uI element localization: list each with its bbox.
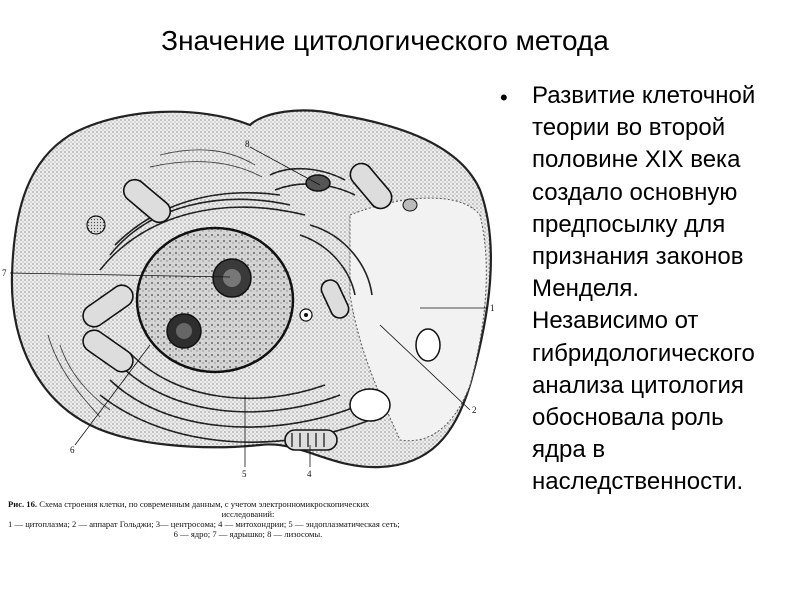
caption-line2: исследований:	[221, 509, 275, 519]
bullet-text: Развитие клеточной теории во второй половине XIX века создало основную предпосылку для признания законов Менделя. Независимо от гибридологического анализа цитология обосновала роль ядра в наследственности.	[532, 82, 756, 496]
label-6: 6	[70, 445, 75, 455]
cell-figure	[0, 95, 500, 545]
slide-title: Значение цитологического метода	[161, 25, 609, 56]
label-5: 5	[242, 469, 247, 479]
label-1: 1	[490, 303, 495, 313]
caption-lead: Рис. 16.	[8, 499, 38, 509]
cell-diagram-icon	[0, 95, 500, 495]
caption-line4: 6 — ядро; 7 — ядрышко; 8 — лизосомы.	[173, 529, 323, 539]
caption-line1: Схема строения клетки, по современным данным, с учетом электронномикроскопических	[39, 499, 370, 509]
label-8: 8	[245, 139, 250, 149]
bullet-dot-icon: •	[500, 85, 508, 110]
label-4: 4	[307, 469, 312, 479]
label-2: 2	[472, 405, 477, 415]
vacuole	[416, 329, 440, 361]
nucleus	[137, 228, 293, 372]
figure-caption	[8, 499, 498, 539]
label-7: 7	[2, 268, 7, 278]
caption-line3: 1 — цитоплазма; 2 — аппарат Гольджи; 3— центросома; 4 — митохондрии; 5 — эндоплазматическая сеть;	[8, 519, 400, 529]
